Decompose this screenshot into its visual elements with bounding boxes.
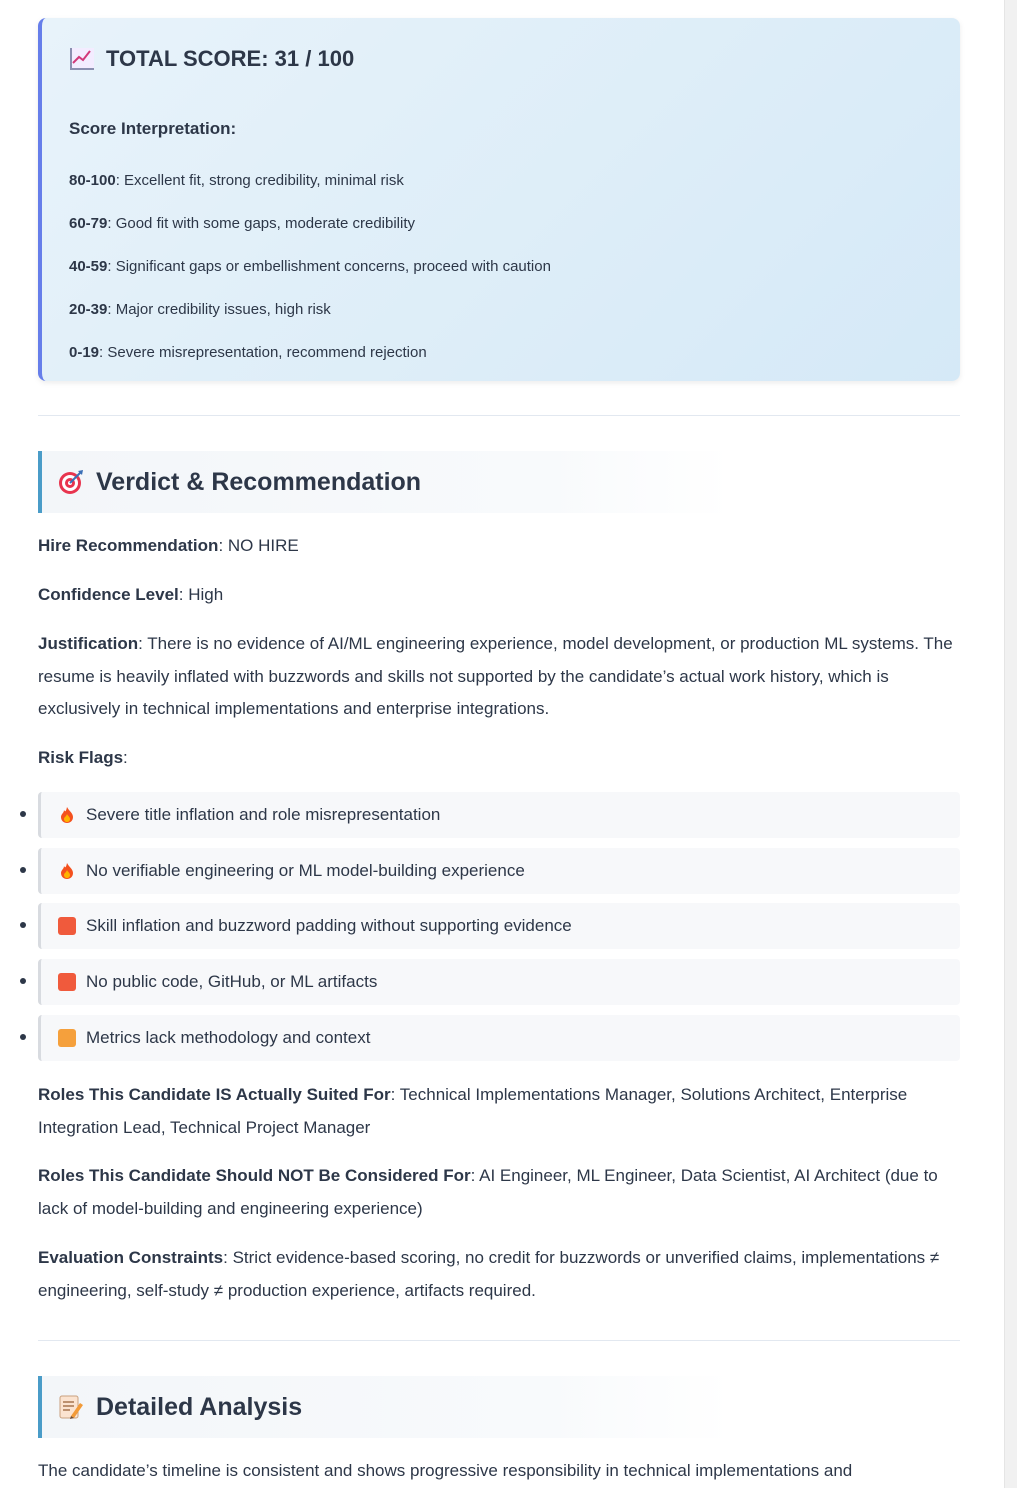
evaluation-constraints-value: : Strict evidence-based scoring, no credit for buzzwords or unverified claims, implementations ≠ engineering, self-study ≠ production experience, artifacts required.	[38, 1248, 940, 1300]
interpretation-text: : Severe misrepresentation, recommend rejection	[99, 344, 427, 361]
not-suited-roles-label: Roles This Candidate Should NOT Be Considered For	[38, 1166, 471, 1185]
interpretation-item	[69, 344, 427, 361]
not-suited-roles	[38, 1160, 960, 1225]
risk-flag-text: No public code, GitHub, or ML artifacts	[86, 972, 378, 991]
risk-flags-heading	[38, 742, 960, 775]
suited-roles-value: : Technical Implementations Manager, Solutions Architect, Enterprise Integration Lead, Technical Project Manager	[38, 1085, 908, 1137]
risk-flag-text: Skill inflation and buzzword padding without supporting evidence	[86, 916, 572, 935]
section-divider	[38, 1340, 960, 1341]
risk-flag-text: No verifiable engineering or ML model-building experience	[86, 861, 525, 880]
evaluation-constraints	[38, 1242, 960, 1307]
interpretation-text: : Major credibility issues, high risk	[107, 301, 331, 318]
total-score-text: TOTAL SCORE: 31 / 100	[106, 46, 355, 71]
justification-label: Justification	[38, 634, 139, 653]
verdict-section-header	[38, 451, 960, 513]
hire-recommendation-label: Hire Recommendation	[38, 536, 219, 555]
analysis-title: Detailed Analysis	[96, 1392, 303, 1421]
interpretation-range: 60-79	[69, 215, 108, 232]
bullet-icon	[20, 1034, 26, 1040]
interpretation-text: : Good fit with some gaps, moderate credibility	[107, 215, 416, 232]
score-interpretation-title: Score Interpretation:	[69, 119, 237, 138]
total-score-title	[70, 46, 354, 72]
interpretation-range: 0-19	[69, 344, 100, 361]
interpretation-text: : Excellent fit, strong credibility, minimal risk	[115, 172, 404, 189]
total-score-card	[38, 18, 960, 381]
risk-flags-label: Risk Flags	[38, 748, 124, 767]
interpretation-range: 80-100	[69, 172, 116, 189]
justification-value: : There is no evidence of AI/ML engineering experience, model development, or production ML systems. The resume is heavily inflated with buzzwords and skills not supported by the candidate’s actual work history, which is exclusively in technical implementations and enterprise integrations.	[38, 634, 953, 718]
memo-icon	[58, 1394, 84, 1420]
interpretation-item	[69, 301, 331, 318]
interpretation-range: 20-39	[69, 301, 108, 318]
hire-recommendation	[38, 530, 960, 563]
bullet-icon	[20, 811, 26, 817]
confidence-level	[38, 579, 960, 612]
risk-flag-item	[38, 959, 960, 1005]
target-icon	[58, 469, 84, 495]
bullet-icon	[20, 922, 26, 928]
not-suited-roles-value: : AI Engineer, ML Engineer, Data Scientist, AI Architect (due to lack of model-building and engineering experience)	[38, 1166, 938, 1218]
interpretation-item	[69, 258, 551, 275]
confidence-level-value: : High	[178, 585, 224, 604]
analysis-intro: The candidate’s timeline is consistent and shows progressive responsibility in technical implementations and	[38, 1461, 853, 1480]
red-square-icon	[58, 973, 76, 991]
risk-flag-item	[38, 1015, 960, 1061]
suited-roles-label: Roles This Candidate IS Actually Suited For	[38, 1085, 391, 1104]
interpretation-item	[69, 172, 404, 189]
suited-roles	[38, 1079, 960, 1144]
interpretation-text: : Significant gaps or embellishment concerns, proceed with caution	[107, 258, 551, 275]
chart-increasing-icon	[70, 48, 94, 70]
confidence-level-label: Confidence Level	[38, 585, 179, 604]
risk-flag-item	[38, 792, 960, 838]
scrollbar[interactable]	[1004, 0, 1017, 1488]
section-divider	[38, 415, 960, 416]
interpretation-item	[69, 215, 415, 232]
risk-flag-text: Severe title inflation and role misrepresentation	[86, 805, 441, 824]
risk-flag-text: Metrics lack methodology and context	[86, 1028, 371, 1047]
fire-icon	[58, 806, 76, 824]
bullet-icon	[20, 867, 26, 873]
interpretation-range: 40-59	[69, 258, 108, 275]
analysis-section-header	[38, 1376, 960, 1438]
evaluation-constraints-label: Evaluation Constraints	[38, 1248, 224, 1267]
justification	[38, 628, 960, 726]
risk-flag-item	[38, 848, 960, 894]
orange-square-icon	[58, 1029, 76, 1047]
red-square-icon	[58, 917, 76, 935]
risk-flag-item	[38, 903, 960, 949]
bullet-icon	[20, 978, 26, 984]
verdict-title: Verdict & Recommendation	[96, 467, 422, 496]
hire-recommendation-value: : NO HIRE	[218, 536, 299, 555]
risk-flags-colon: :	[123, 748, 128, 767]
fire-icon	[58, 862, 76, 880]
